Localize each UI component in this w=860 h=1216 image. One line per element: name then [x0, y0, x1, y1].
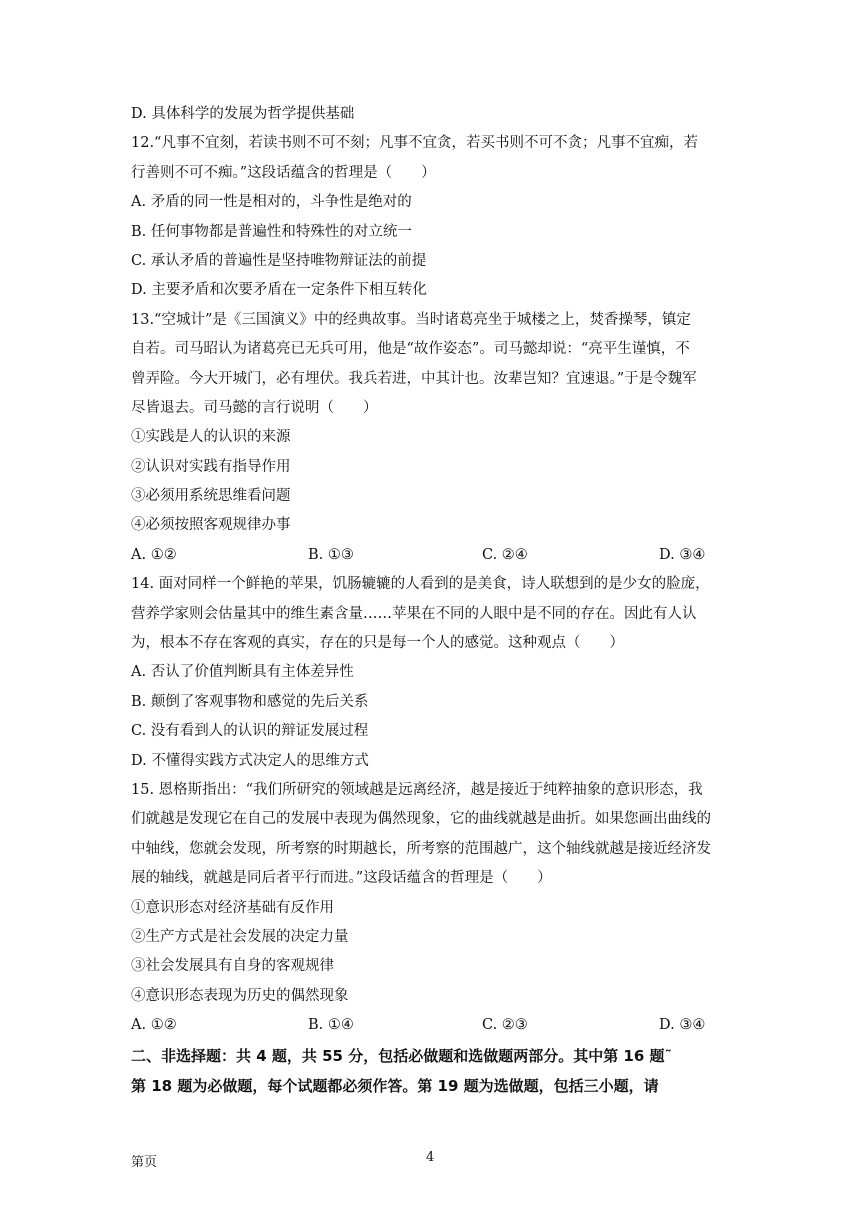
- question-14: [131, 570, 731, 776]
- question-12: [131, 129, 731, 305]
- q14-stem-line: 14. 面对同样一个鲜艳的苹果，饥肠辘辘的人看到的是美食，诗人联想到的是少女的脸庞，: [131, 576, 710, 593]
- q12-option-c: C. 承认矛盾的普遍性是坚持唯物辩证法的前提: [131, 252, 427, 269]
- q11-option-d: D. 具体科学的发展为哲学提供基础: [131, 106, 355, 122]
- footer-page-label: 第页: [131, 1155, 158, 1170]
- q14-stem-line: 营养学家则会估量其中的维生素含量……苹果在不同的人眼中是不同的存在。因此有人认: [131, 605, 697, 622]
- q13-stem-line: 自若。司马昭认为诸葛亮已无兵可用，他是“故作姿态”。司马懿却说：“亮平生谨慎，不: [131, 341, 690, 358]
- footer-page-number: 4: [426, 1150, 435, 1165]
- q13-options-row: [131, 541, 731, 570]
- q14-option-a: A. 否认了价值判断具有主体差异性: [131, 664, 354, 681]
- q15-option-a: A. ①②: [131, 1017, 177, 1034]
- q15-stem-line: 们就越是发现它在自己的发展中表现为偶然现象，它的曲线就越是曲折。如果您画出曲线的: [131, 811, 711, 828]
- q15-option-d: D. ③④: [659, 1017, 706, 1034]
- q12-option-d: D. 主要矛盾和次要矛盾在一定条件下相互转化: [131, 282, 427, 299]
- q13-stem-line: 尽皆退去。司马懿的言行说明（ ）: [131, 399, 378, 416]
- q14-option-d: D. 不懂得实践方式决定人的思维方式: [131, 752, 369, 769]
- q15-stem-line: 15. 恩格斯指出：“我们所研究的领域越是远离经济，越是接近于纯粹抽象的意识形态，我: [131, 781, 703, 798]
- q13-stem-line: 13.“空城计”是《三国演义》中的经典故事。当时诸葛亮坐于城楼之上，焚香操琴，镇定: [131, 311, 691, 328]
- q15-item: ①意识形态对经济基础有反作用: [131, 899, 334, 916]
- question-15: [131, 776, 731, 1041]
- q13-item: ①实践是人的认识的来源: [131, 429, 291, 446]
- q13-option-d: D. ③④: [659, 546, 706, 563]
- q15-item: ③社会发展具有自身的客观规律: [131, 958, 334, 975]
- q12-option-a: A. 矛盾的同一性是相对的，斗争性是绝对的: [131, 194, 412, 211]
- q15-stem-line: 中轴线，您就会发现，所考察的时期越长，所考察的范围越广，这个轴线就越是接近经济发: [131, 840, 711, 857]
- q14-option-b: B. 颠倒了客观事物和感觉的先后关系: [131, 693, 369, 710]
- q15-option-b: B. ①④: [308, 1017, 354, 1034]
- q15-item: ②生产方式是社会发展的决定力量: [131, 928, 349, 945]
- q13-item: ③必须用系统思维看问题: [131, 488, 291, 505]
- q12-stem-line: 12.“凡事不宜刻，若读书则不可不刻；凡事不宜贪，若买书则不可不贪；凡事不宜痴，若: [131, 135, 698, 152]
- q14-option-c: C. 没有看到人的认识的辩证发展过程: [131, 723, 369, 740]
- q13-item: ②认识对实践有指导作用: [131, 458, 291, 475]
- section-heading-line: 二、非选择题：共 4 题，共 55 分，包括必做题和选做题两部分。其中第 16 题˜: [131, 1046, 673, 1065]
- q12-stem-line: 行善则不可不痴。”这段话蕴含的哲理是（ ）: [131, 164, 436, 181]
- q13-item: ④必须按照客观规律办事: [131, 517, 291, 534]
- q13-option-a: A. ①②: [131, 546, 177, 563]
- page-content: [131, 100, 731, 1101]
- q13-option-c: C. ②④: [482, 546, 528, 563]
- q14-stem-line: 为，根本不存在客观的真实，存在的只是每一个人的感觉。这种观点（ ）: [131, 635, 624, 652]
- q15-options-row: [131, 1011, 731, 1040]
- section-2-heading: [131, 1041, 731, 1101]
- q15-stem-line: 展的轴线，就越是同后者平行而进。”这段话蕴含的哲理是（ ）: [131, 870, 552, 887]
- section-heading-line: 第 18 题为必做题，每个试题都必须作答。第 19 题为选做题，包括三小题，请: [131, 1076, 659, 1095]
- q15-item: ④意识形态表现为历史的偶然现象: [131, 987, 349, 1004]
- q13-stem-line: 曾弄险。今大开城门，必有埋伏。我兵若进，中其计也。汝辈岂知？宜速退。”于是令魏军: [131, 370, 697, 387]
- q15-option-c: C. ②③: [482, 1017, 528, 1034]
- q12-option-b: B. 任何事物都是普遍性和特殊性的对立统一: [131, 223, 412, 240]
- question-13: [131, 306, 731, 571]
- q13-option-b: B. ①③: [308, 546, 354, 563]
